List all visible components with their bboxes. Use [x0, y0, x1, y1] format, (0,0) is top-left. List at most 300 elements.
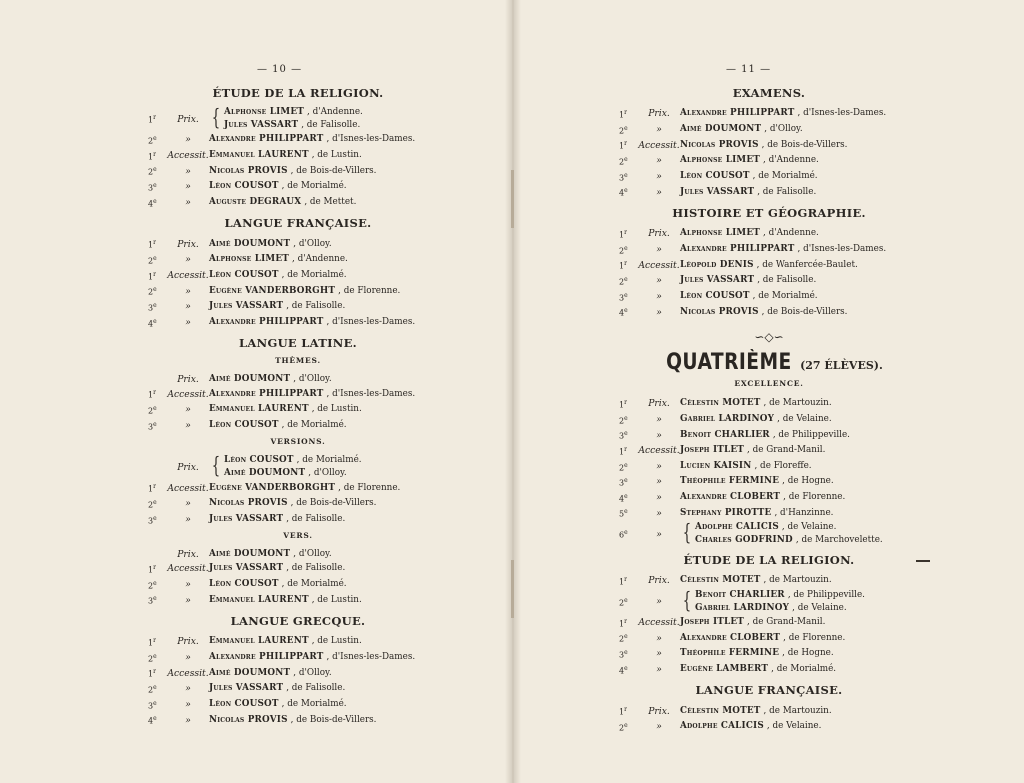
award-type: » — [185, 652, 191, 664]
award-rank: 1$^r$ — [619, 109, 627, 120]
student-hometown: , d'Olloy. — [308, 468, 347, 479]
student-hometown: , d'Andenne. — [763, 228, 819, 239]
student-hometown: , de Martouzin. — [763, 398, 832, 409]
student-name: Jules VASSART — [224, 120, 299, 130]
student-name: Benoit CHARLIER — [695, 589, 785, 600]
award-row — [619, 573, 919, 589]
student-name: Joseph ITLET — [680, 617, 745, 628]
tied-group — [209, 454, 362, 480]
award-type: » — [185, 404, 191, 416]
award-rank: 1$^r$ — [148, 483, 156, 494]
award-type: » — [185, 134, 191, 146]
student-name: Alexandre CLOBERT — [680, 492, 781, 503]
student-hometown: , de Mettet. — [304, 196, 357, 207]
staple-mark — [511, 170, 514, 228]
award-row — [619, 615, 919, 631]
student-hometown: , de Morialmé. — [752, 170, 818, 181]
student-hometown: , de Florenne. — [783, 492, 846, 503]
student-hometown: , de Falisolle. — [286, 513, 346, 524]
award-rank: 3e — [148, 514, 157, 526]
award-row — [619, 137, 919, 153]
right-column — [619, 80, 919, 735]
award-type: » — [185, 285, 191, 297]
student-hometown: , de Falisolle. — [286, 683, 346, 694]
student-name: Célestin MOTET — [680, 398, 761, 409]
brace-glyph: { — [682, 588, 692, 614]
award-rank: 1$^r$ — [619, 398, 627, 410]
student-hometown: , de Morialmé. — [296, 455, 362, 466]
award-type: » — [185, 196, 191, 208]
award-type: Prix. — [648, 398, 670, 410]
award-rank: 1$^r$ — [148, 270, 156, 282]
award-row — [619, 106, 919, 122]
student-name: Léon COUSOT — [209, 579, 279, 590]
award-row — [619, 719, 919, 735]
award-row — [148, 577, 448, 593]
award-rank: 1$^r$ — [619, 140, 627, 151]
left-column — [148, 80, 448, 728]
award-row — [148, 315, 448, 331]
student-name: Célestin MOTET — [680, 705, 761, 716]
staple-mark — [511, 560, 514, 618]
award-row — [148, 454, 448, 480]
student-name: Alphonse LIMET — [209, 254, 289, 265]
student-name: Emmanuel LAURENT — [209, 404, 309, 415]
award-type: Accessit. — [167, 563, 209, 575]
student-name: Aimé DOUMONT — [209, 238, 291, 249]
student-name: Alphonse LIMET — [224, 107, 304, 117]
student-name: Léon COUSOT — [209, 699, 279, 710]
tied-entries — [695, 589, 865, 615]
student-hometown: , de Bois-de-Villers. — [290, 714, 377, 725]
student-name: Léon COUSOT — [209, 269, 279, 280]
award-row — [148, 106, 448, 132]
student-name: Alphonse LIMET — [680, 155, 760, 166]
award-rank: 2e — [148, 286, 157, 297]
award-type: » — [185, 683, 191, 695]
award-rank: 3e — [619, 477, 628, 488]
award-type: » — [656, 721, 662, 733]
student-name: Emmanuel LAURENT — [209, 636, 309, 647]
student-name: Stephany PIROTTE — [680, 507, 772, 518]
page-number-right: — 11 — — [726, 64, 772, 75]
award-rank: 2e — [619, 633, 628, 645]
award-row — [148, 697, 448, 713]
award-rank: 1$^r$ — [619, 445, 627, 457]
student-hometown: , de Wanfercée-Baulet. — [756, 259, 858, 270]
student-name: Nicolas PROVIS — [680, 306, 759, 317]
award-type: Prix. — [177, 374, 199, 386]
student-hometown: , d'Andenne. — [763, 155, 819, 166]
student-hometown: , de Falisolle. — [286, 563, 346, 574]
student-name: Alphonse LIMET — [680, 228, 760, 239]
award-row — [619, 396, 919, 412]
award-type: » — [185, 181, 191, 193]
award-row — [148, 299, 448, 315]
student-name: Célestin MOTET — [680, 575, 761, 586]
tied-entries — [224, 454, 362, 480]
student-hometown: , de Florenne. — [338, 482, 401, 493]
student-hometown: , d'Andenne. — [292, 254, 348, 265]
award-row — [148, 512, 448, 528]
student-hometown: , de Hogne. — [782, 476, 834, 487]
section-title: LANGUE FRANÇAISE. — [224, 216, 372, 231]
student-name: Jules VASSART — [209, 563, 284, 574]
student-hometown: , de Grand-Manil. — [747, 617, 826, 628]
student-hometown: , de Morialmé. — [771, 664, 837, 675]
award-row — [619, 184, 919, 200]
award-row — [148, 665, 448, 681]
award-rank: 2e — [148, 684, 157, 695]
award-type: » — [656, 507, 662, 519]
award-row — [619, 505, 919, 521]
student-hometown: , de Floreffe. — [754, 460, 812, 471]
award-rank: 3e — [148, 301, 157, 313]
student-hometown: , de Hogne. — [782, 648, 834, 659]
award-type: » — [656, 123, 662, 135]
student-name: Léon COUSOT — [209, 181, 279, 192]
student-hometown: , de Velaine. — [781, 522, 837, 533]
award-type: » — [185, 165, 191, 177]
student-hometown: , de Florenne. — [783, 632, 846, 643]
award-row — [148, 179, 448, 195]
student-name: Jules VASSART — [209, 683, 284, 694]
student-name: Théophile FERMINE — [680, 648, 780, 659]
subsection-title: VERS. — [283, 531, 313, 541]
award-rank: 1$^r$ — [619, 617, 627, 629]
award-row — [619, 630, 919, 646]
section-title: ÉTUDE DE LA RELIGION. — [683, 553, 855, 568]
award-type: » — [656, 275, 662, 287]
award-row — [619, 490, 919, 506]
student-name: Nicolas PROVIS — [209, 498, 288, 509]
student-hometown: , d'Isnes-les-Dames. — [326, 134, 416, 145]
award-row — [619, 273, 919, 289]
award-rank: 2e — [619, 414, 628, 426]
student-name: Léon COUSOT — [680, 290, 750, 301]
award-row — [148, 634, 448, 650]
award-rank: 3e — [148, 181, 157, 193]
student-hometown: , de Lustin. — [311, 149, 362, 160]
student-name: Eugène VANDERBORGHT — [209, 482, 336, 493]
award-row — [148, 283, 448, 299]
student-hometown: , de Philippeville. — [772, 429, 850, 440]
student-hometown: , de Velaine. — [766, 721, 822, 732]
student-name: Léopold DENIS — [680, 259, 754, 270]
award-type: » — [185, 301, 191, 313]
award-type: » — [185, 419, 191, 431]
award-rank: 2e — [619, 124, 628, 136]
award-type: Prix. — [177, 113, 199, 125]
award-row — [619, 703, 919, 719]
award-type: » — [656, 306, 662, 318]
award-rank: 4e — [619, 664, 628, 676]
student-name: Nicolas PROVIS — [209, 714, 288, 725]
student-hometown: , d'Isnes-les-Dames. — [797, 108, 887, 119]
award-type: Prix. — [648, 108, 670, 120]
award-rank: 2e — [148, 579, 157, 591]
award-type: Accessit. — [167, 269, 209, 281]
award-rank: 4e — [148, 715, 157, 727]
award-rank: 1$^r$ — [619, 706, 627, 718]
award-row — [148, 592, 448, 608]
award-rank: 3e — [148, 420, 157, 432]
student-name: Léon COUSOT — [224, 455, 294, 466]
student-hometown: , d'Olloy. — [293, 238, 332, 249]
student-hometown: , de Falisolle. — [286, 301, 346, 312]
award-rank: 2e — [619, 596, 628, 608]
award-rank: 2e — [148, 166, 157, 177]
award-type: » — [185, 254, 191, 266]
class-title: QUATRIÈME — [666, 349, 792, 375]
award-row — [148, 480, 448, 496]
award-rank: 2e — [148, 135, 157, 146]
award-row — [148, 650, 448, 666]
student-name: Jules VASSART — [680, 275, 755, 286]
award-type: Prix. — [177, 636, 199, 648]
award-row — [148, 712, 448, 728]
subsection-title: THÈMES. — [275, 356, 321, 366]
award-rank: 3e — [619, 649, 628, 660]
student-hometown: , de Morialmé. — [281, 699, 347, 710]
award-row — [148, 236, 448, 252]
student-hometown: , de Morialmé. — [752, 290, 818, 301]
student-hometown: , d'Isnes-les-Dames. — [326, 652, 416, 663]
section-title: ÉTUDE DE LA RELIGION. — [212, 86, 384, 100]
student-name: Aimé DOUMONT — [209, 667, 291, 678]
student-name: Nicolas PROVIS — [680, 139, 759, 150]
award-rank: 4e — [148, 197, 157, 209]
award-row — [148, 402, 448, 418]
student-hometown: , de Velaine. — [792, 602, 847, 613]
award-row — [619, 242, 919, 258]
award-rank: 6e — [619, 529, 628, 540]
award-type: » — [656, 528, 662, 540]
award-row — [148, 386, 448, 402]
award-rank: 2e — [148, 498, 157, 510]
book-gutter — [505, 0, 521, 783]
right-bottom-sections — [619, 379, 919, 735]
award-type: Accessit. — [638, 139, 680, 151]
student-hometown: , de Morialmé. — [281, 181, 347, 192]
award-rank: 1$^r$ — [619, 260, 627, 271]
award-row — [148, 132, 448, 148]
student-name: Gabriel LARDINOY — [680, 413, 775, 424]
award-row — [619, 662, 919, 678]
award-type: Accessit. — [167, 149, 209, 161]
award-type: » — [185, 498, 191, 510]
award-type: » — [185, 316, 191, 328]
section-title: LANGUE GRECQUE. — [230, 614, 366, 629]
award-type: » — [185, 513, 191, 525]
award-rank: 3e — [619, 171, 628, 183]
award-type: Accessit. — [167, 482, 209, 494]
award-row — [619, 226, 919, 242]
student-name: Emmanuel LAURENT — [209, 594, 309, 605]
award-type: » — [656, 413, 662, 425]
award-type: Accessit. — [638, 259, 680, 271]
award-type: » — [185, 699, 191, 711]
award-type: » — [656, 243, 662, 255]
award-row — [148, 681, 448, 697]
award-rank: 3e — [148, 595, 157, 607]
section-title: HISTOIRE ET GÉOGRAPHIE. — [672, 205, 866, 220]
student-name: Jules VASSART — [680, 186, 755, 197]
brace-glyph: { — [211, 106, 221, 131]
student-hometown: , de Martouzin. — [763, 705, 832, 716]
award-rank: 1$^r$ — [148, 637, 156, 648]
student-name: Aimé DOUMONT — [680, 123, 762, 134]
student-name: Aimé DOUMONT — [224, 468, 306, 479]
award-row — [148, 252, 448, 268]
brace-glyph: { — [682, 521, 692, 547]
tied-group — [680, 521, 883, 547]
tied-group — [209, 106, 363, 132]
award-type: » — [656, 664, 662, 676]
student-name: Lucien KAISIN — [680, 460, 752, 471]
award-type: » — [656, 155, 662, 167]
student-name: Joseph ITLET — [680, 445, 745, 456]
student-name: Jules VASSART — [209, 513, 284, 524]
award-rank: 1$^r$ — [148, 239, 156, 250]
award-row — [619, 427, 919, 443]
student-name: Adolphe CALICIS — [680, 721, 764, 732]
award-rank: 2e — [148, 254, 157, 266]
student-name: Léon COUSOT — [209, 419, 279, 430]
student-hometown: , de Lustin. — [311, 636, 362, 647]
award-rank: 2e — [619, 244, 628, 256]
student-hometown: , d'Olloy. — [293, 549, 332, 560]
student-hometown: , de Martouzin. — [763, 575, 832, 586]
award-row — [148, 148, 448, 164]
student-hometown: , de Philippeville. — [787, 589, 865, 600]
student-name: Emmanuel LAURENT — [209, 149, 309, 160]
student-name: Gabriel LARDINOY — [695, 602, 790, 613]
award-rank: 2e — [619, 722, 628, 733]
award-rank: 1$^r$ — [148, 389, 156, 400]
award-rank: 1$^r$ — [148, 564, 156, 575]
student-hometown: , de Falisolle. — [757, 275, 817, 286]
student-name: Eugène LAMBERT — [680, 664, 769, 675]
award-rank: 1$^r$ — [619, 576, 627, 587]
award-rank: 3e — [619, 430, 628, 441]
award-row — [619, 589, 919, 615]
section-title: LANGUE FRANÇAISE. — [695, 683, 843, 698]
award-row — [619, 459, 919, 475]
award-type: Prix. — [648, 705, 670, 717]
student-name: Eugène VANDERBORGHT — [209, 285, 336, 296]
award-type: Prix. — [648, 228, 670, 240]
award-row — [619, 474, 919, 490]
student-name: Alexandre PHILIPPART — [209, 652, 324, 663]
student-name: Théophile FERMINE — [680, 476, 780, 487]
award-row — [148, 163, 448, 179]
student-hometown: , de Falisolle. — [301, 120, 361, 130]
award-rank: 3e — [619, 291, 628, 303]
student-name: Alexandre CLOBERT — [680, 632, 781, 643]
award-row — [148, 373, 448, 386]
student-name: Alexandre PHILIPPART — [680, 108, 795, 119]
award-row — [619, 304, 919, 320]
award-rank: 1$^r$ — [619, 228, 627, 240]
ornament-divider: ∽◇∽ — [754, 329, 784, 344]
tied-entries — [695, 521, 883, 547]
award-type: Prix. — [177, 238, 199, 250]
award-type: » — [185, 594, 191, 606]
student-hometown: , d'Isnes-les-Dames. — [797, 243, 887, 254]
student-hometown: , de Morialmé. — [281, 579, 347, 590]
award-rank: 4e — [619, 307, 628, 318]
award-row — [148, 496, 448, 512]
award-row — [148, 561, 448, 577]
student-name: Aimé DOUMONT — [209, 549, 291, 560]
award-type: » — [185, 579, 191, 591]
award-type: » — [656, 186, 662, 198]
award-type: Prix. — [177, 461, 199, 473]
section-title: LANGUE LATINE. — [239, 336, 357, 351]
award-type: » — [656, 290, 662, 302]
award-type: » — [656, 476, 662, 488]
student-hometown: , de Velaine. — [777, 413, 832, 424]
student-name: Alexandre PHILIPPART — [209, 316, 324, 327]
tied-group — [680, 589, 865, 615]
award-rank: 1$^r$ — [148, 668, 156, 680]
student-hometown: , d'Olloy. — [293, 667, 332, 678]
award-row — [619, 646, 919, 662]
student-hometown: , d'Olloy. — [293, 374, 332, 385]
award-type: » — [656, 170, 662, 182]
page-number-left: — 10 — — [257, 64, 303, 75]
award-type: » — [656, 648, 662, 660]
student-hometown: , de Morialmé. — [281, 269, 347, 280]
award-type: » — [656, 429, 662, 441]
award-rank: 4e — [148, 317, 157, 329]
award-row — [148, 548, 448, 561]
student-name: Alexandre PHILIPPART — [209, 134, 324, 145]
award-rank: 4e — [619, 492, 628, 504]
award-rank: 5e — [619, 508, 628, 520]
student-hometown: , de Lustin. — [311, 404, 362, 415]
award-rank: 2e — [619, 461, 628, 473]
award-type: Accessit. — [167, 388, 209, 400]
class-heading — [619, 350, 919, 375]
award-rank: 3e — [148, 699, 157, 711]
award-type: Prix. — [648, 575, 670, 587]
award-type: » — [656, 632, 662, 644]
student-hometown: , d'Hanzinne. — [774, 507, 834, 518]
award-rank: 2e — [619, 155, 628, 167]
award-row — [148, 268, 448, 284]
award-row — [619, 153, 919, 169]
student-hometown: , de Falisolle. — [757, 186, 817, 197]
award-row — [619, 169, 919, 185]
student-hometown: , d'Olloy. — [764, 123, 803, 134]
award-type: Prix. — [177, 549, 199, 561]
right-top-sections — [619, 86, 919, 320]
award-type: » — [656, 492, 662, 504]
student-hometown: , de Lustin. — [311, 594, 362, 605]
award-rank: 4e — [619, 187, 628, 198]
award-type: » — [656, 596, 662, 608]
student-hometown: , de Bois-de-Villers. — [290, 165, 377, 176]
student-hometown: , de Grand-Manil. — [747, 445, 826, 456]
award-rank: 2e — [619, 275, 628, 287]
student-name: Adolphe CALICIS — [695, 522, 779, 533]
student-name: Léon COUSOT — [680, 170, 750, 181]
award-row — [619, 257, 919, 273]
student-hometown: , de Bois-de-Villers. — [761, 306, 848, 317]
class-subtitle: (27 ÉLÈVES). — [800, 358, 883, 372]
